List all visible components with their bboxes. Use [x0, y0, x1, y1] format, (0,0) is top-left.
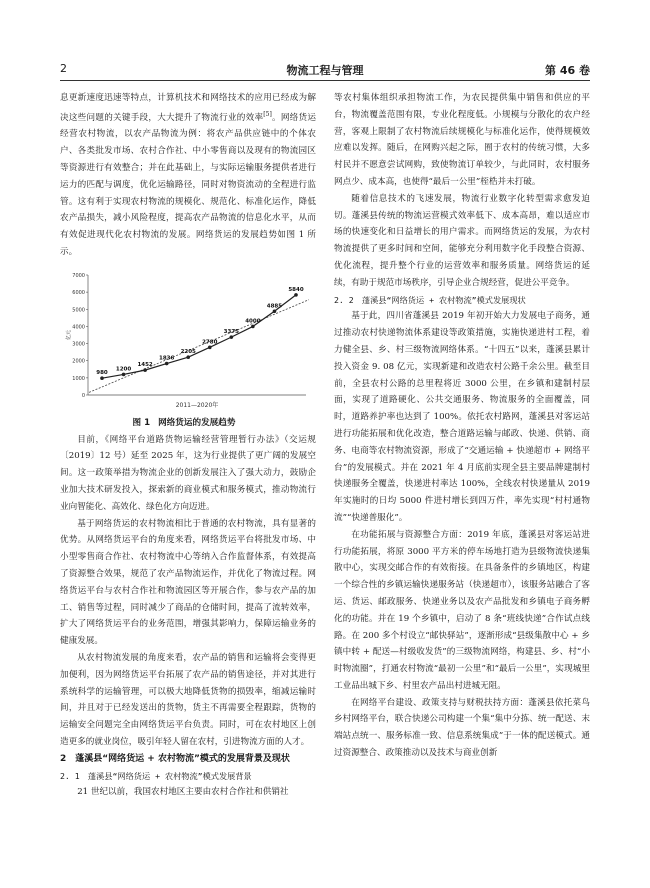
- paragraph: 21 世纪以前，我国农村地区主要由农村合作社和供销社: [77, 787, 289, 798]
- citation-ref[interactable]: [5]: [263, 110, 272, 118]
- paragraph: 基于此，四川省蓬溪县 2019 年初开始大力发展电子商务，通过推动农村快递物流体系建设等政策措施，实施快递进村工程，着力健全县、乡、村三级物流网络体系。“十四五”以来，蓬溪县累计投入资金 9. 08 亿元，实现新建和改造农村公路千余公里。截至目前，全县农村公路的总里程将近 3000 公里，在乡镇和建制村层面，实现了道路硬化、公共交通服务、物流服务的全面覆盖，同时，道路养护率也达到了 100%。依托农村路网，蓬溪县对客运站进行功能拓展和优化改造，整合道路运输与邮政、快递、供销、商务、电商等农村物流资源，形成了“交通运输 + 快递超市 + 网络平台”的发展模式。并在 2021 年 4 月底前实现全县主要品牌建制村快递服务全覆盖，快递进村率达 100%，全线农村快递量从 2019 年实施时的日均 5000 件进村增长到四万件，率先实现“村村通物流”“快递普服化”。: [334, 311, 590, 523]
- paragraph-text: 息更新速度迅速等特点，计算机技术和网络技术的应用已经成为解决这些问题的关键手段，大大提升了物流行业的效率: [60, 93, 316, 123]
- paragraph-text: 。网络货运经营农村物流，以农产品物流为例：将农产品供应链中的个体农户、各类批发市场、农村合作社、中小零售商以及现有的物流园区等资源进行有效整合；并在此基础上，与实际运输服务提供者进行运力的匹配与调度，优化运输路径，同时对物资流动的全程进行监管。这有利于实现农村物流的规模化、规范化、标准化运作，降低农产品损失，减小风险程度，提高农产品物流的信息化水平，从而有效促进现代化农村物流的发展。网络货运的发展趋势如图 1 所示。: [60, 112, 316, 258]
- data-label: 2205: [180, 349, 196, 356]
- chart-svg: [60, 267, 316, 413]
- trend-line: [89, 300, 309, 393]
- paragraph: 从农村物流发展的角度来看，农产品的销售和运输将会变得更加便利，因为网络货运平台拓展了农产品的销售途径，并对其进行系统科学的运输管理，可以极大地降低货物的损毁率，缩减运输时间，并且对于已经发送出的货物，货主不再需要全程跟踪，货物的运输安全问题完全由网络货运平台负责。同时，可在农村地区上创造更多的就业岗位，吸引年轻人留在农村，引进物流方面的人才。: [60, 652, 316, 747]
- paragraph: 等农村集体组织承担物流工作，为农民提供集中销售和供应的平台，物流覆盖范围有限，专业化程度低。小规模与分散化的农户经营，客观上限制了农村物流后续规模化与标准化运作，使得规模效应难以发挥。随后，在网购兴起之际，囿于农村的传统习惯，大多村民并不愿意尝试网购，致使物流订单较少，与此同时，农村服务网点少、成本高，也使得“最后一公里”桎梏并未打破。: [334, 93, 590, 187]
- data-label: 3375: [223, 328, 239, 335]
- data-point: [294, 293, 298, 297]
- y-tick-label: 7000: [72, 272, 85, 279]
- right-column: [334, 90, 590, 762]
- y-tick-label: 3000: [72, 341, 85, 348]
- data-point: [122, 372, 126, 376]
- subsection-heading: 2. 2 蓬溪县“网络货运 + 农村物流”模式发展现状: [334, 294, 526, 305]
- x-axis-label: 2011—2020年: [175, 401, 219, 409]
- journal-title: 物流工程与管理: [286, 64, 364, 77]
- y-tick-label: 0: [81, 392, 85, 399]
- figure-caption: [60, 415, 316, 432]
- data-point: [230, 335, 234, 339]
- data-label: 2780: [202, 339, 218, 346]
- data-point: [186, 355, 190, 359]
- data-point: [100, 376, 104, 380]
- page-number: 2: [60, 62, 67, 75]
- data-label: 1452: [137, 361, 153, 368]
- y-tick-label: 5000: [72, 307, 85, 314]
- page-header: [60, 62, 590, 78]
- paragraph: 基于网络货运的农村物流相比于普通的农村物流，具有显著的优势。从网络货运平台的角度来看，网络货运平台将批发市场、中小型零售商合作社、农村物流中心等纳入合作监督体系，有效提高了资源整合效果，规范了农产品物流运作，并优化了物流过程。网络货运平台与农村合作社和物流园区等开展合作，参与农产品的加工、销售等过程，同时减少了商品的仓储时间，提高了流转效率，扩大了网络货运平台的业务范围，增强其影响力，保障运输业务的健康发展。: [60, 518, 316, 647]
- y-tick-label: 2000: [72, 358, 85, 365]
- data-label: 980: [96, 370, 108, 377]
- data-point: [251, 324, 255, 328]
- data-label: 1836: [159, 355, 175, 362]
- subsection-heading: 2. 1 蓬溪县“网络货运 + 农村物流”模式发展背景: [60, 770, 252, 781]
- line-chart: [60, 267, 316, 413]
- y-tick-label: 6000: [72, 289, 85, 296]
- data-point: [273, 309, 277, 313]
- y-axis-label: 亿元: [66, 329, 72, 340]
- data-point: [143, 368, 147, 372]
- section-heading: 2 蓬溪县“网络货运 + 农村物流”模式的发展背景及现状: [60, 753, 290, 764]
- paragraph: 随着信息技术的飞速发展，物流行业数字化转型需求愈发迫切。蓬溪县传统的物流运营模式效率低下、成本高昂，难以适应市场的快速变化和日益增长的用户需求。而网络货运的发展，为农村物流提供了更多时间和空间，能够充分利用数字化手段整合资源、优化流程，提升整个行业的运营效率和服务质量。网络货运的延续，有助于规范市场秩序，引导企业合规经营，促进公平竞争。: [334, 193, 590, 288]
- data-label: 1200: [115, 366, 132, 373]
- data-point: [208, 345, 212, 349]
- data-label: 5840: [288, 286, 304, 293]
- figure-caption-text: 网络货运的发展趋势: [158, 417, 236, 428]
- data-point: [165, 362, 169, 366]
- paragraph: [60, 90, 316, 261]
- data-label: 4885: [266, 303, 283, 310]
- paragraph: 在网络平台建设、政策支持与财税扶持方面：蓬溪县依托菜鸟乡村网络平台，联合快递公司构建一个集“集中分拣、统一配送、末端站点统一、服务标准一致、信息系统集成”于一体的配送模式。通过资源整合、政策推动以及技术与商业创新: [334, 697, 590, 759]
- figure-label: 图 1: [132, 417, 151, 428]
- y-tick-label: 4000: [72, 324, 85, 331]
- data-label: 4000: [245, 318, 261, 325]
- paragraph: 目前，《网络平台道路货物运输经营管理暂行办法》（交运规〔2019〕12 号）延至 2025 年，这为行业提供了更广阔的发展空间。这一政策举措为物流企业的创新发展注入了强大动力，鼓励企业加大技术研发投入，探索新的商业模式和服务模式，推动物流行业向智能化、高效化、绿色化方向迈进。: [60, 434, 316, 512]
- paragraph: 在功能拓展与资源整合方面：2019 年底，蓬溪县对客运站进行功能拓展，将原 3000 平方米的停车场地打造为县级物流快递集散中心，实现交邮合作的有效衔接。在具备条件的乡镇地区，构建一个综合性的乡镇运输快递服务站（快递超市），该服务站融合了客运、货运、邮政服务、快递业务以及农产品批发和乡镇电子商务孵化的功能。并在 19 个乡镇中，启动了 8 条“班线快递”合作试点线路。在 200 多个村设立“邮快驿站”，逐渐形成“县级集散中心 + 乡镇中转 + 配送—村级收发货”的三级物流网络，构建县、乡、村“小时物流圈”，打通农村物流“最初一公里”和“最后一公里”，实现城里工业品出城下乡、村里农产品出村进城无阻。: [334, 529, 590, 691]
- left-column: [60, 90, 316, 801]
- volume-label: 第 46 卷: [545, 64, 590, 77]
- y-tick-label: 1000: [72, 375, 85, 382]
- header-rule: [60, 80, 590, 81]
